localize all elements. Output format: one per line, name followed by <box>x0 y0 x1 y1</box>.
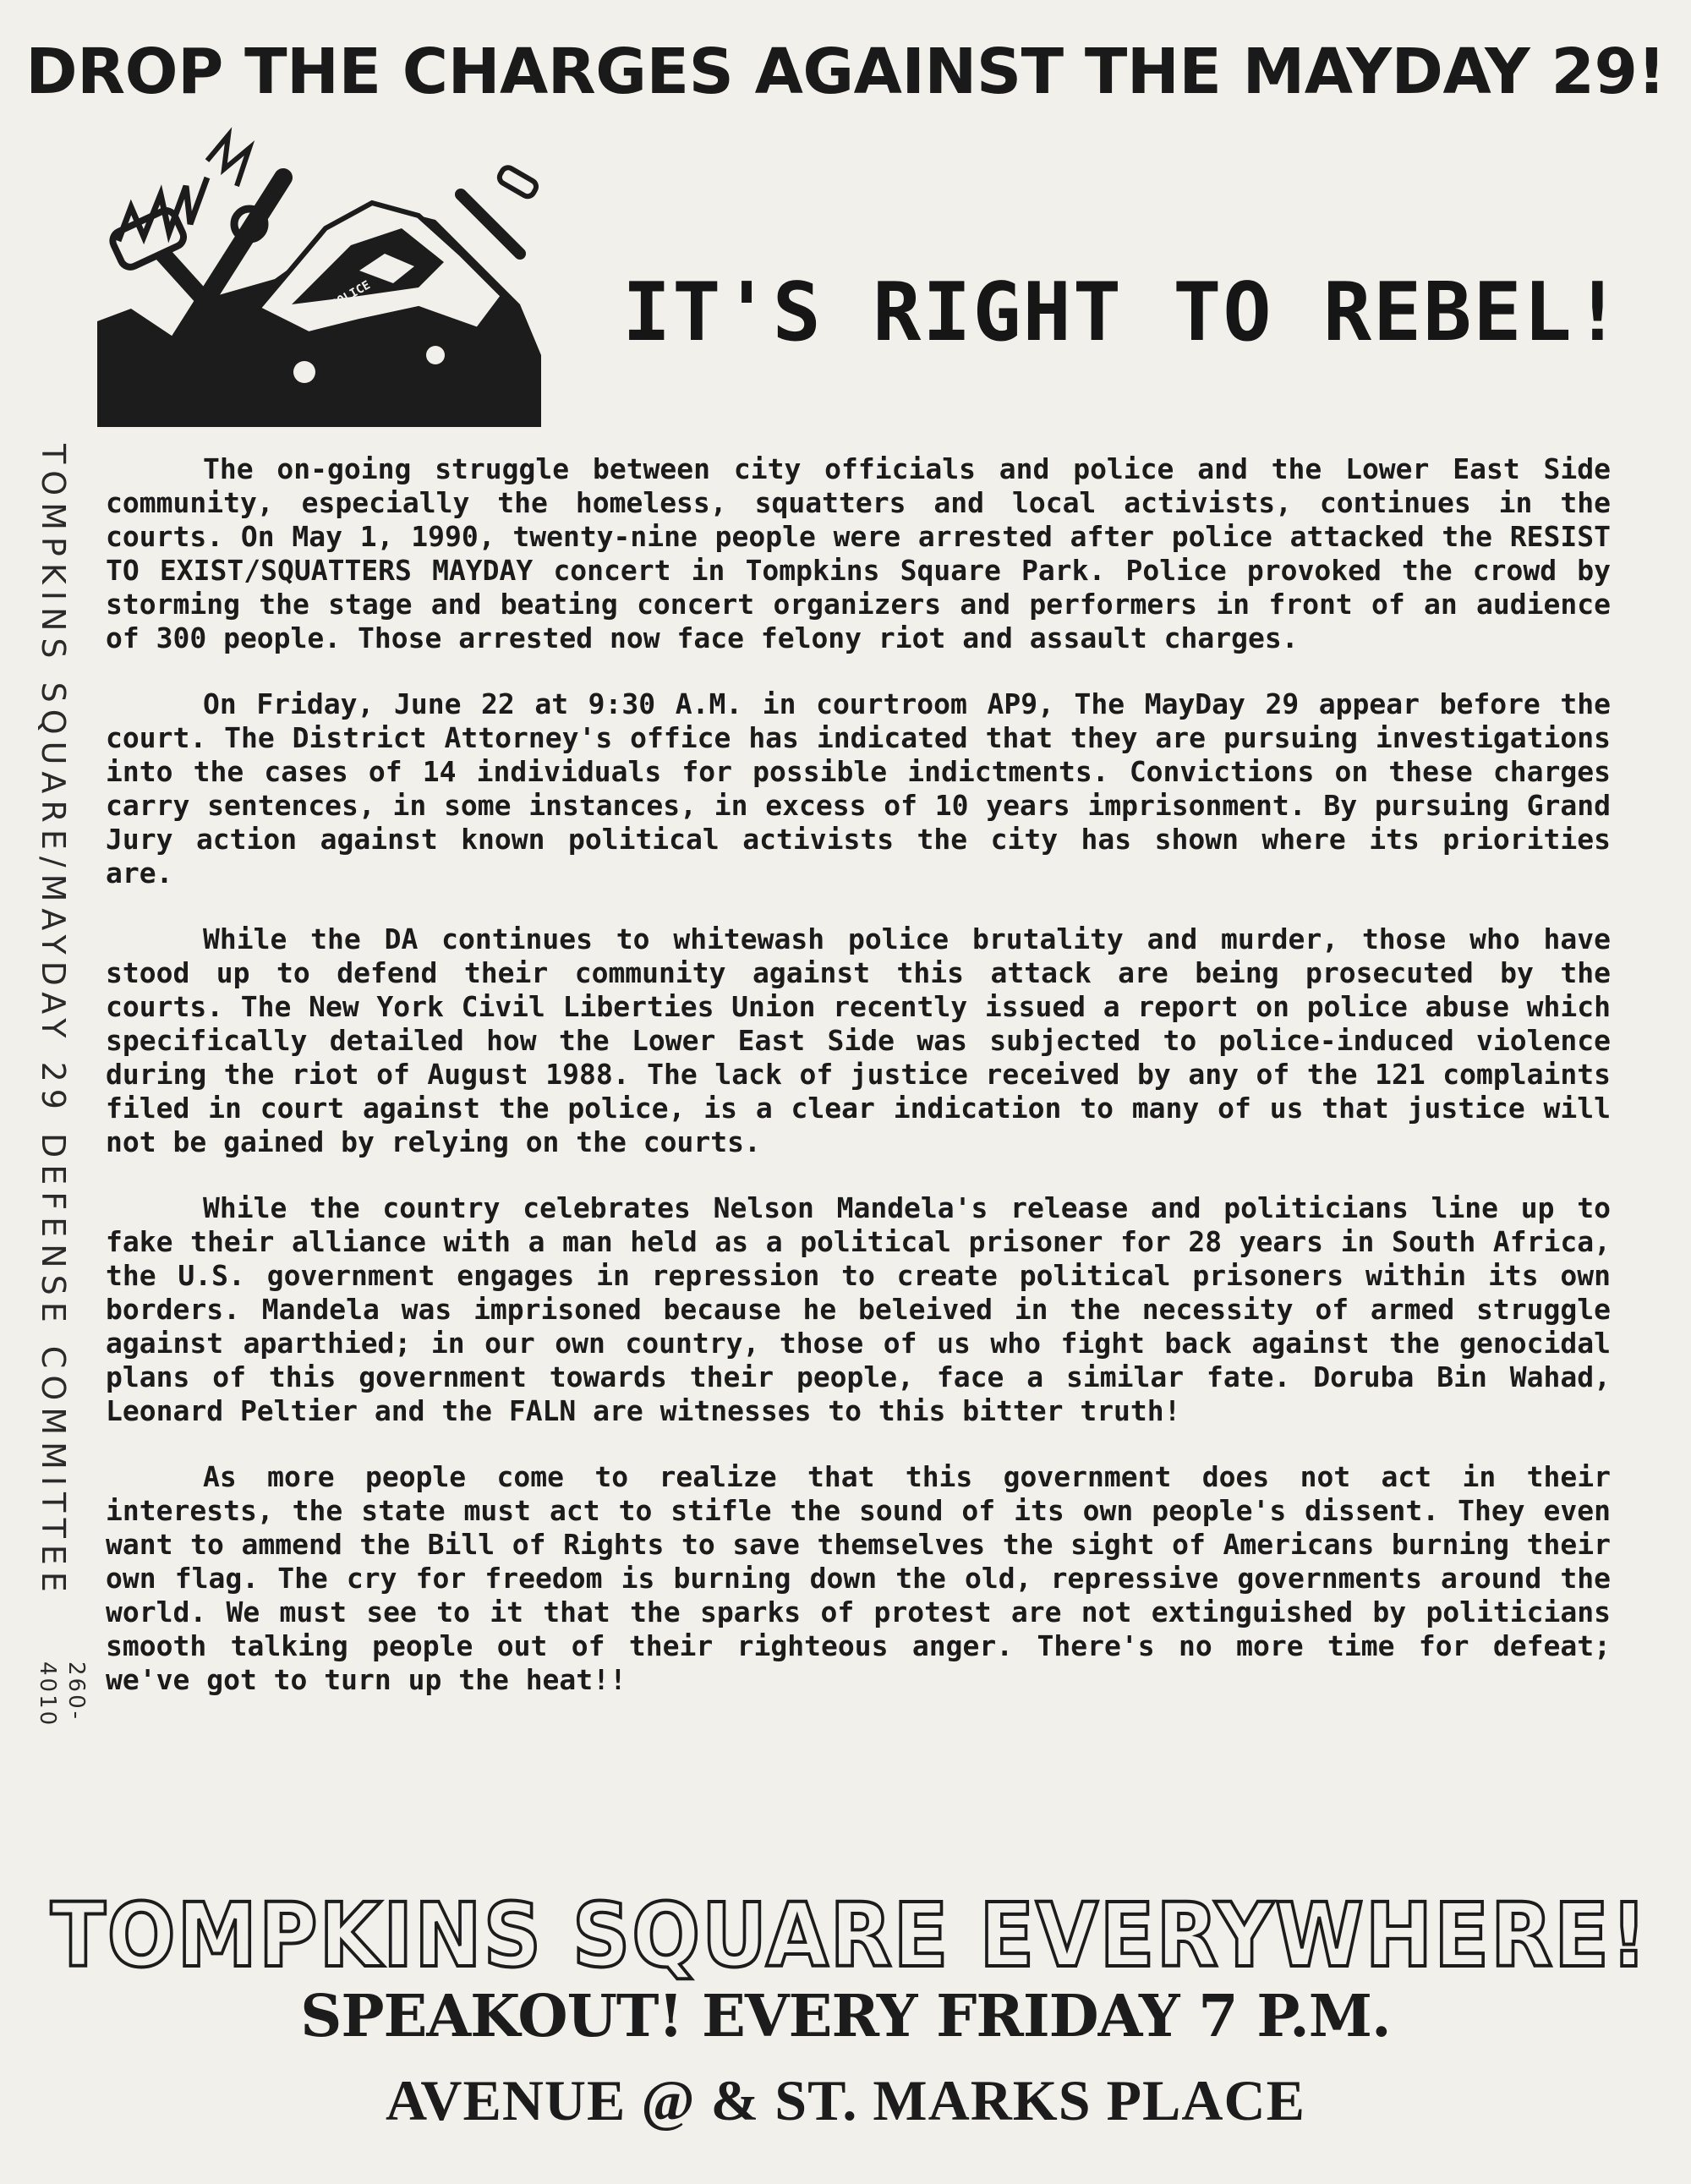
paragraph-5: As more people come to realize that this government does not act in their interests, the state must act to stifle the sound of its own people's dissent. They even want to ammend the Bill of Rights to save themselves the sight of Americans burning their own flag. The cry for freedom is burning down the old, repressive governments around the world. We must see to it that the sparks of protest are not extinguished by politicians smooth talking people out of their righteous anger. There's no more time for defeat; we've got to turn up the heat!! <box>106 1460 1611 1696</box>
speakout-line: SPEAKOUT! EVERY FRIDAY 7 P.M. <box>300 1983 1391 2050</box>
paragraph-1-text-end: concert in Tompkins Square Park. Police provoked the crowd by storming the stage and beating concert organizers and performers in front of an audience of 300 people. Those arrested now face felony riot and assault charges. <box>106 554 1611 654</box>
paragraph-1-emphasis: RESIST TO EXIST/SQUATTERS MAYDAY <box>106 520 1611 587</box>
handwritten-slogan <box>34 1881 1666 1991</box>
location-line: AVENUE @ & ST. MARKS PLACE <box>386 2068 1305 2132</box>
handwritten-side-note <box>17 444 89 1728</box>
side-note-text: TOMPKINS SQUARE/MAYDAY 29 DEFENSE COMMITTEE <box>35 444 72 1599</box>
side-note-phone-2: 4010 <box>35 1661 60 1728</box>
slogan-text: TOMPKINS SQUARE EVERYWHERE! <box>51 1884 1649 1987</box>
headline: DROP THE CHARGES AGAINST THE MAYDAY 29! <box>25 36 1666 108</box>
paragraph-1 <box>106 452 1611 655</box>
subhead-title: IT'S RIGHT TO REBEL! <box>622 266 1623 359</box>
woodcut-illustration <box>80 127 554 427</box>
side-note-phone-1: 260- <box>63 1661 89 1722</box>
paragraph-4: While the country celebrates Nelson Mandela's release and politicians line up to fake their alliance with a man held as a political prisoner for 28 years in South Africa, the U.S. government engages in repression to create political prisoners within its own borders. Mandela was imprisoned because he beleived in the necessity of armed struggle against aparthied; in our own country, those of us who fight back against the genocidal plans of this government towards their people, face a similar fate. Doruba Bin Wahad, Leonard Peltier and the FALN are witnesses to this bitter truth! <box>106 1191 1611 1427</box>
paragraph-1-text: The on-going struggle between city officials and police and the Lower East Side community, especially the homeless, squatters and local activists, continues in the courts. On May 1, 1990, twenty-nine people were arrested after police attacked the <box>106 452 1611 553</box>
paragraph-3: While the DA continues to whitewash police brutality and murder, those who have stood up to defend their community against this attack are being prosecuted by the courts. The New York Civil Liberties Union recently issued a report on police abuse which specifically detailed how the Lower East Side was subjected to police-induced violence during the riot of August 1988. The lack of justice received by any of the 121 complaints filed in court against the police, is a clear indication to many of us that justice will not be gained by relying on the courts. <box>106 922 1611 1158</box>
paragraph-2: On Friday, June 22 at 9:30 A.M. in courtroom AP9, The MayDay 29 appear before the court. The District Attorney's office has indicated that they are pursuing investigations into the cases of 14 individuals for possible indictments. Convictions on these charges carry sentences, in some instances, in excess of 10 years imprisonment. By pursuing Grand Jury action against known political activists the city has shown where its priorities are. <box>106 687 1611 889</box>
police-sign-text: POLICE <box>329 278 373 312</box>
body-text <box>106 452 1611 1729</box>
